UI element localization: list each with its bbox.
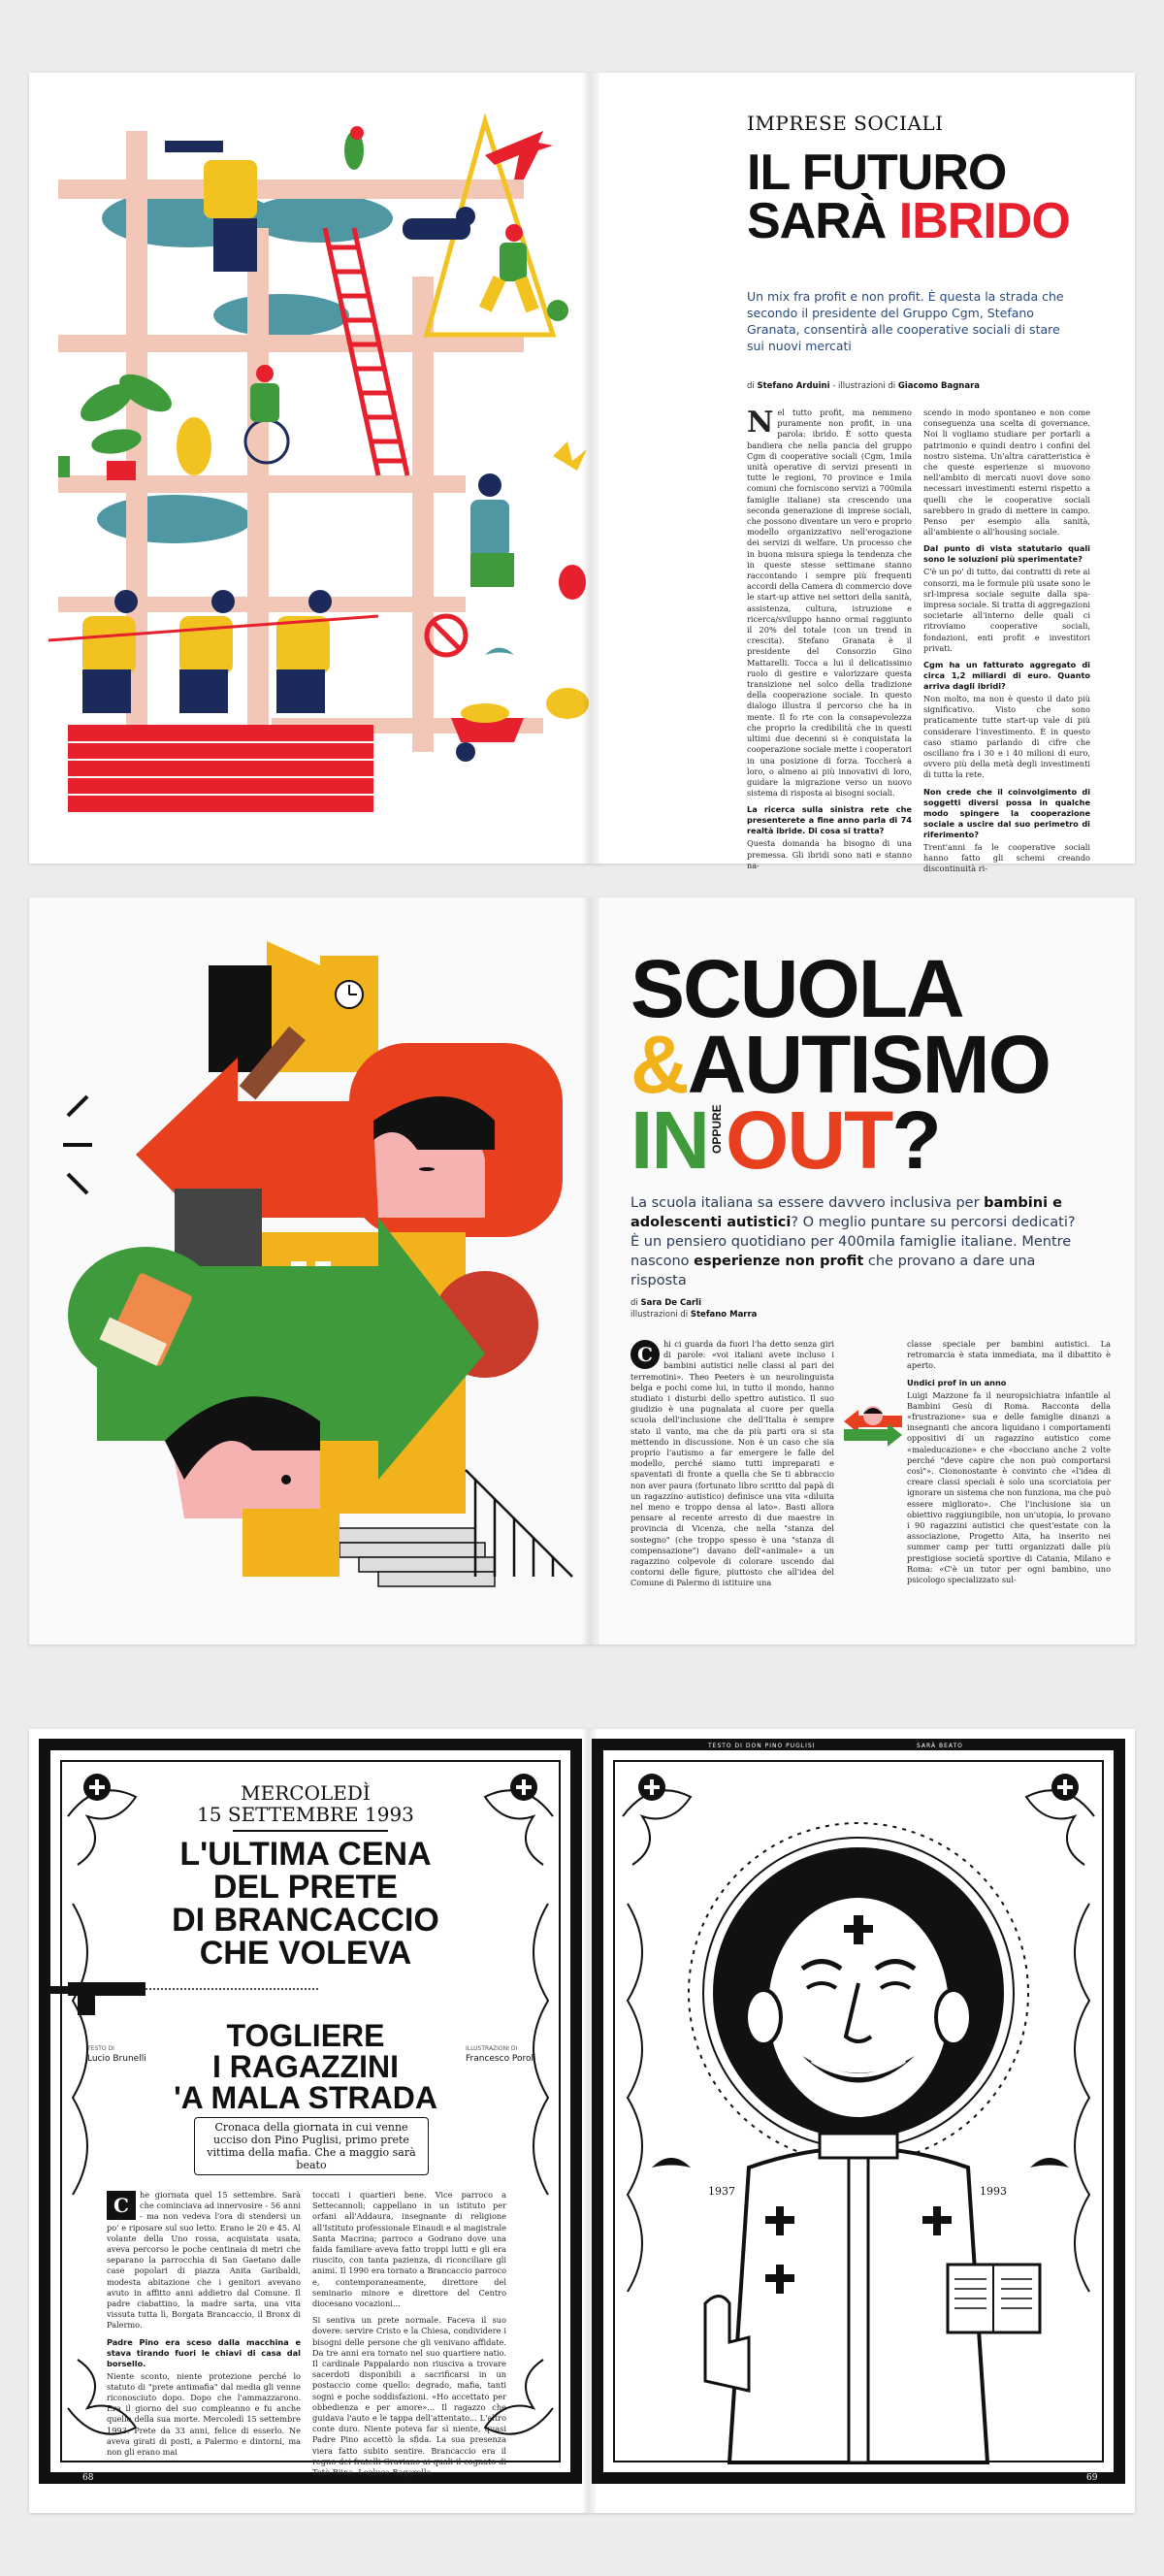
byline-author: Stefano Arduini [757,381,830,391]
subtitle: Cronaca della giornata in cui venne ucciso don Pino Puglisi, primo prete vittima della mafia. Che a maggio sarà beato [207,2121,416,2171]
article-column-2 [923,408,1090,874]
standfirst-highlight-2: esperienze non profit [694,1254,864,1269]
title-word-in: IN [630,1094,708,1186]
question-1: La ricerca sulla sinistra rete che presenterete a fine anno parla di 74 realtà ibride. Di cosa si tratta? [747,804,912,836]
spread-don-puglisi [29,1729,1135,2513]
title-ampersand: & [630,1019,688,1110]
answer-2: C'è un po' di tutto, dai contratti di rete ai consorzi, ma le formule più usate sono le srl-impresa sociale seguite dalla spa-impresa sociale. Si tratta di aggregazioni societarie all'interno delle quali ci ritroviamo cooperative sociali, fondazioni, enti profit e investitori privati. [923,567,1090,653]
title-word-autismo: AUTISMO [687,1019,1050,1110]
spread-gutter [582,897,599,1645]
byline [630,1297,757,1321]
kicker: IMPRESE SOCIALI [747,112,944,135]
article-column-2 [312,2190,506,2478]
burst-lines-icon [63,1096,92,1193]
credit-illustrations [466,2044,536,2064]
byline-illustrator-line [630,1309,757,1321]
illustration-priest-portrait [613,1760,1104,2462]
title-line-scuola: SCUOLA [630,943,963,1034]
pistol-icon [29,1976,320,2015]
col2-text: scendo in modo spontaneo e non come conseguenza una scelta di governance. Noi li vogliamo studiare per portarli a patrimonio e quindi dentro i confini del nostro sistema. Un'altra caratteristica è che queste esperienze si muovono nell'ambito di mercati nuovi dove sono necessari investimenti esterni rispetto a quelli che le cooperative sociali sarebbero in grado di mettere in campo. Penso per esempio alla sanità, all'ambiente o all'housing sociale. [923,408,1090,538]
spread-imprese-sociali [29,73,1135,874]
spread-gutter [582,1729,596,2513]
byline-illustrator: Giacomo Bagnara [897,381,981,391]
col2-text: classe speciale per bambini autistici. La retromarcia è stata immediata, ma il dibattito è aperto. [907,1339,1111,1371]
title2-line-2: I RAGAZZINI [212,2049,399,2084]
credit-text [87,2044,146,2064]
title2-line-1: TOGLIERE [226,2018,385,2053]
title-line-autismo [630,1019,1050,1110]
standfirst-part-1: La scuola italiana sa essere davvero inclusiva per [630,1195,985,1211]
question-4: Non crede che il coinvolgimento di soggetti diversi possa in qualche modo spingere la cooperazione sociale a uscire dal suo perimetro di riferimento? [923,786,1090,839]
credit-illus-label: ILLUSTRAZIONI DI [466,2045,518,2052]
subheading: Padre Pino era sceso dalla macchina e stava tirando fuori le chiavi di casa dal borsello. [107,2336,301,2368]
title-line-in-out [630,1094,1050,1186]
title1-line-3: DI BRANCACCIO [172,1902,439,1939]
title-part-2 [29,2020,582,2113]
col2-text-2: Luigi Mazzone fa il neuropsichiatra infantile al Bambini Gesù di Roma. Racconta della «frustrazione» sua e delle famiglie dinanzi a insegnanti che ancora liquidano i comportamenti oppositivi di un ragazzino autistico come «maleducazione» e che «bocciano anche 2 volte perché "deve capire che non può comportarsi così"». Ciononostante è convinto che «l'idea di creare classi speciali è solo una scorciatoia per ignorare un sistema che non funziona, ma che può essere migliorato». Che l'inclusione sia un obiettivo raggiungibile, non un'utopia, lo provano i 90 ragazzini autistici che quest'estate con la associazione, Progetto Aita, ha inserito nei summer camp per tutti organizzati dalle più prestigiose società sportive di Catania, Milano e Roma: «C'è un tutor per ogni bambino, uno psicologo specializzato sul- [907,1389,1111,1585]
illustration-hybrid-scaffold [29,73,582,864]
answer-1: Questa domanda ha bisogno di una premessa. Gli ibridi sono nati e stanno na- [747,838,912,870]
standfirst-part-3: che provano a dare una risposta [630,1254,1036,1288]
title-word-out: OUT [726,1094,892,1186]
illustration-school-heads [29,897,582,1645]
title1-line-2: DEL PRETE [212,1869,399,1906]
article-column-2 [907,1339,1111,1630]
col1-text-2: Niente sconto, niente protezione perché lo statuto di "prete antimafia" dal media gli venne riconosciuto dopo. Dopo che l'ammazzarono. Era il giorno del suo compleanno e fu anche quello della sua morte. Mercoledì 15 settembre 1993. Prete da 33 anni, felice di esserlo. Ne aveva girati di posti, a Palermo e dintorni, ma non gli erano mai [107,2370,301,2458]
title1-line-4: CHE VOLEVA [199,1935,412,1972]
byline-author: Sara De Carli [640,1298,701,1308]
col1-text: hi ci guarda da fuori l'ha detto senza giri di parole: «voi italiani avete incluso i bambini autistici nelle classi al pari dei terremotini». Theo Peeters è un neurolinguista belga e pochi come lui, in tutto il mondo, hanno studiato i disturbi dello spettro autistico. Il suo giudizio è una pugnalata al cuore per quella scuola dell'inclusione che dell'Italia è sempre stato il vanto, ma che da più parti ora si sta mettendo in discussione. Non è un caso che sia proprio l'autismo a far emergere le falle del modello, perché siamo tutti impreparati e spaventati di fronte a quella che Se ti abbraccio non aver paura (fortunato libro scritto dal papà di un ragazzino autistico) definisce una vita «diluita nel meno e troppo densa al lato». Basti allora pensare al recente arresto di due maestre in provincia di Vicenza, che nella "stanza del sostegno" (che troppo spesso è una "stanza di compensazione") davano dell'«animale» a un ragazzino colpevole di colorare uscendo dai contorni delle figure, piuttosto che all'idea del Comune di Palermo di istituire una [630,1339,834,1588]
col2-text: toccati i quartieri bene. Vice parroco a Settecannoli; cappellano in un istituto per orfani all'Addaura, insegnante di religione all'Istituto professionale Einaudi e al magistrale Santa Macrina; parroco a Godrano dove una faida familiare aveva fatto troppi lutti e gli era riuscito, con tanta pazienza, di riconciliare gli animi. Il 1990 era tornato a Brancaccio parroco e, contemporaneamente, direttore del seminario minore e direttore del Centro diocesano vocazioni... [312,2190,506,2309]
col2-text-2: Si sentiva un prete normale. Faceva il suo dovere: servire Cristo e la Chiesa, condividere i bisogni delle persone che gli venivano affidate. Da tre anni era tornato nel suo quartiere natio. Il cardinale Pappalardo non riusciva a trovare sacerdoti disponibili a sacrificarsi in un postaccio come quello: degrado, mafia, tanti sogni e poche soddisfazioni. «Ho accettato per obbedienza e per amore»... Il ragazzo che guidava l'auto e le tappa dell'attentato... L'altro conte duro. Niente poteva far sì niente, quasi Padre Pino accettò la sfida. La sua presenza viera fatto subito sentire. Brancaccio era il regno dei fratelli Graviano ai quali il cognato di Totò Riina, Leoluca Bagarella. [312,2315,506,2478]
article-column-1 [107,2190,301,2458]
credit-text-name: Lucio Brunelli [87,2054,146,2064]
byline-mid: - illustrazioni di [829,381,898,391]
year-birth: 1937 [708,2185,735,2198]
byline-prefix: di [747,381,758,391]
running-header-left: TESTO DI DON PINO PUGLISI [708,1743,816,1749]
spread-scuola-autismo [29,897,1135,1645]
col1-text: el tutto profit, ma nemmeno puramente non profit, in una parola: ibrido. È sotto questa bandiera che nella pancia del gruppo Cgm di cooperative sociali (Cgm, 1mila unità operative di servizi presenti in tutte le regioni, 70 province e 1mila comuni che forniscono servizi a 700mila famiglie italiane) sta crescendo una seconda generazione di imprese sociali, che possono diventare un vero e proprio modello organizzativo nell'erogazione dei servizi di welfare. Un processo che in buona misura spiega la tendenza che in queste stesse settimane stanno raccontando i sempre più frequenti accordi della Camera di commercio dove le start-up attive nei settori della sanità, assistenza, cultura, istruzione e ricerca/sviluppo hanno ormai raggiunto il 20% del totale (con un trend in crescita). Stefano Granata è il presidente del Consorzio Gino Mattarelli. Tocca a lui il delicatissimo ruolo di gestire e valorizzare questa transizione nel solco della tradizione della cooperazione sociale. In questo dialogo illustra il percorso che ha in mente. Il fo rte con la consapevolezza che proprio la credibilità che in questi ultimi due decenni si è conquistata la cooperazione sociale mette i cooperatori in una posizione di forza. Toccherà a loro, o almeno ai più innovativi di loro, guidare la migrazione verso un nuovo sistema di risposta ai bisogni sociali. [747,408,912,799]
standfirst-highlight-1: bambini e adolescenti autistici [630,1195,1062,1230]
title-part-1 [29,1838,582,1970]
answer-4: Trent'anni fa le cooperative sociali hanno fatto gli schemi creando discontinuità ri- [923,841,1090,874]
dropcap: C [107,2191,136,2220]
byline-illustrator: Stefano Marra [690,1310,758,1320]
page-number-left: 68 [82,2473,94,2483]
title-line-1: IL FUTURO [747,145,1007,201]
title1-line-1: L'ULTIMA CENA [179,1836,432,1873]
title-word-oppure: OPPURE [710,1104,724,1154]
title-word-sara: SARÀ [747,193,899,249]
page-title [630,943,1050,1186]
ornament-rule-top [233,1830,388,1832]
subheading: Undici prof in un anno [907,1377,1007,1387]
dropcap: N [747,406,774,440]
spread-gutter [582,73,599,864]
byline-prefix: di [630,1298,641,1308]
standfirst-part-2: ? O meglio puntare su percorsi dedicati? È un pensiero quotidiano per 400mila famiglie italiane. Mentre nascono [630,1215,1076,1269]
standfirst: Un mix fra profit e non profit. È questa la strada che secondo il presidente del Gruppo Cgm, Stefano Granata, consentirà alle cooperative sociali di stare sui nuovi mercati [747,289,1064,353]
title-line-2 [747,193,1070,249]
date-full: 15 SETTEMBRE 1993 [197,1803,414,1826]
title-question-mark: ? [891,1094,940,1186]
page-title [747,145,1070,249]
title2-line-3: 'A MALA STRADA [174,2080,437,2115]
date-block [29,1782,582,1825]
article-column-1 [630,1339,834,1630]
article-column-1 [747,406,912,870]
byline-author-line [630,1297,757,1309]
year-death: 1993 [980,2185,1007,2198]
dropcap: C [630,1340,660,1369]
col1-text: he giornata quel 15 settembre. Sarà che cominciava ad innervosire - 56 anni - ma non vedeva l'ora di stendersi un po' e riposare sul suo letto. Erano le 20 e 45. Al volante della Uno rossa, acquistata usata, aveva percorso le poche centinaia di metri che separano la parrocchia di San Gaetano dalle case popolari di piazza Anita Garibaldi, modesta abitazione che i genitori avevano avuto in affitto anni addietro dal Comune. Il padre ciabattino, la madre sarta, una vita vissuta tutta lì, Borgata Brancaccio, il Bronx di Palermo. [107,2190,301,2331]
running-header-right: SARÀ BEATO [917,1743,963,1749]
byline-illus-prefix: illustrazioni di [630,1310,691,1320]
question-3: Cgm ha un fatturato aggregato di circa 1,2 miliardi di euro. Quanto arriva dagli ibridi? [923,660,1090,692]
page-number-right: 69 [1086,2473,1098,2483]
question-2: Dal punto di vista statutario quali sono le soluzioni più sperimentate? [923,543,1090,565]
mini-arrows-icon [844,1402,902,1451]
title-word-ibrido: IBRIDO [898,193,1070,249]
date-day: MERCOLEDÌ [241,1781,371,1805]
byline [747,381,980,391]
credit-illus-name: Francesco Poroli [466,2054,536,2064]
answer-3: Non molto, ma non è questo il dato più significativo. Visto che sono praticamente tutte start-up vale di più considerare l'investimento. È in questo caso stiamo parlando di cifre che oscillano fra i 30 e i 40 milioni di euro, ovvero più della metà degli investimenti di tutta la rete. [923,694,1090,780]
standfirst [630,1193,1086,1290]
credit-text-label: TESTO DI [87,2045,114,2052]
